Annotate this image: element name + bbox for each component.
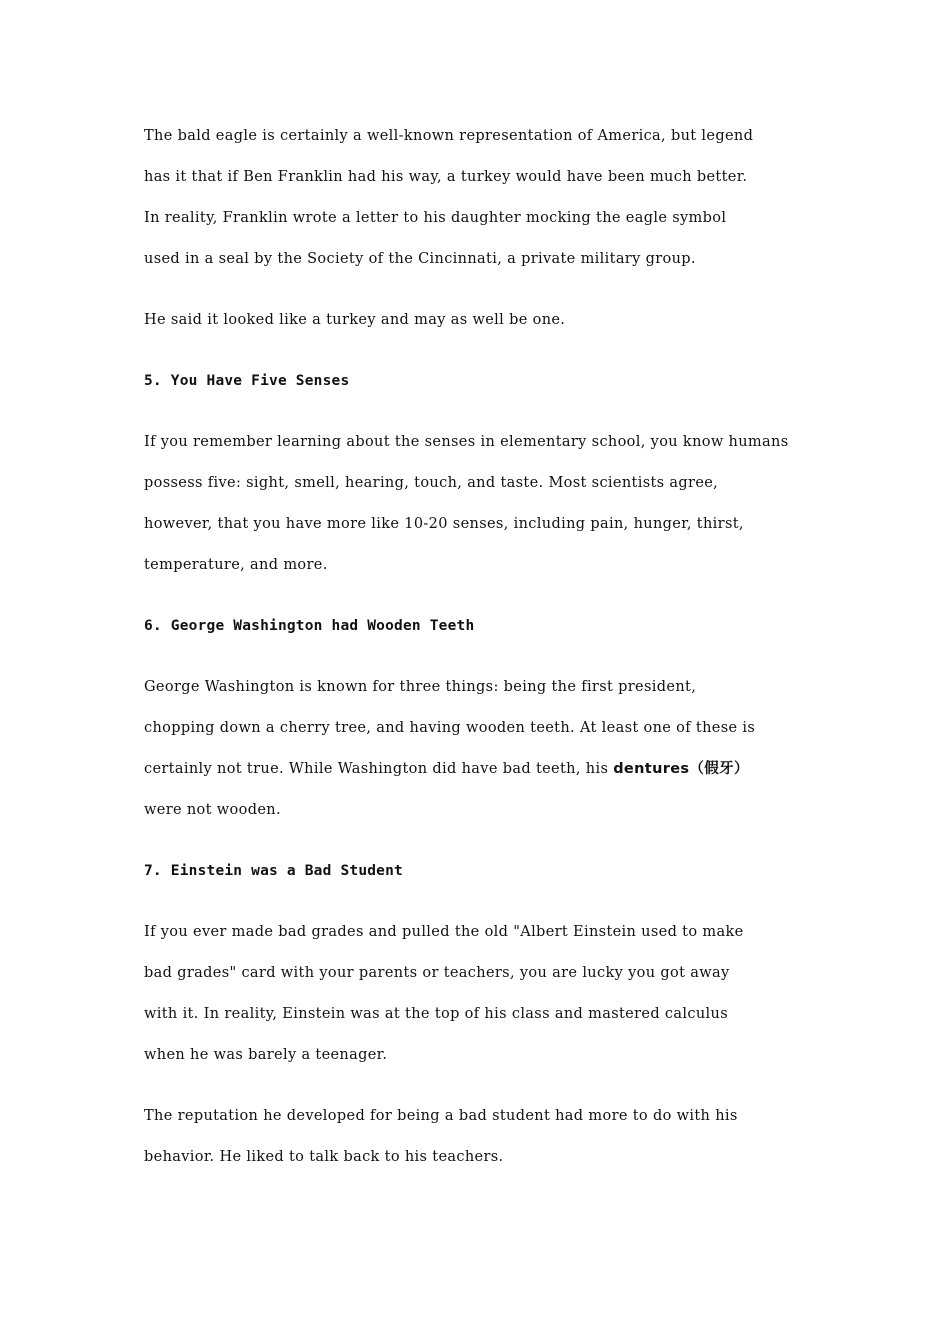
text-fragment: certainly not true. While Washington did have bad teeth, his bbox=[144, 761, 614, 777]
highlighted-term-dentures: dentures（假牙） bbox=[613, 761, 749, 777]
text-line: possess five: sight, smell, hearing, touch, and taste. Most scientists agree, bbox=[144, 475, 719, 491]
paragraph-einstein bbox=[144, 912, 824, 1076]
section-heading-einstein-student: 7. Einstein was a Bad Student bbox=[144, 863, 403, 879]
text-line: were not wooden. bbox=[144, 802, 281, 818]
paragraph-washington bbox=[144, 667, 824, 831]
text-line: however, that you have more like 10-20 senses, including pain, hunger, thirst, bbox=[144, 516, 744, 532]
text-line: has it that if Ben Franklin had his way, a turkey would have been much better. bbox=[144, 169, 748, 185]
text-line: He said it looked like a turkey and may as well be one. bbox=[144, 312, 566, 328]
text-line: chopping down a cherry tree, and having wooden teeth. At least one of these is bbox=[144, 720, 756, 736]
section-heading-five-senses: 5. You Have Five Senses bbox=[144, 373, 350, 389]
text-line: The reputation he developed for being a bad student had more to do with his bbox=[144, 1108, 738, 1124]
text-line: when he was barely a teenager. bbox=[144, 1047, 388, 1063]
paragraph-senses bbox=[144, 422, 824, 586]
text-line: temperature, and more. bbox=[144, 557, 328, 573]
text-line: used in a seal by the Society of the Cincinnati, a private military group. bbox=[144, 251, 696, 267]
text-line: The bald eagle is certainly a well-known representation of America, but legend bbox=[144, 128, 754, 144]
text-line: with it. In reality, Einstein was at the top of his class and mastered calculus bbox=[144, 1006, 728, 1022]
paragraph-franklin-eagle bbox=[144, 116, 824, 280]
text-line: George Washington is known for three things: being the first president, bbox=[144, 679, 697, 695]
text-line: If you ever made bad grades and pulled the old "Albert Einstein used to make bbox=[144, 924, 744, 940]
text-line: In reality, Franklin wrote a letter to his daughter mocking the eagle symbol bbox=[144, 210, 727, 226]
text-line: bad grades" card with your parents or teachers, you are lucky you got away bbox=[144, 965, 730, 981]
paragraph-einstein-reputation bbox=[144, 1096, 824, 1178]
text-line: behavior. He liked to talk back to his teachers. bbox=[144, 1149, 504, 1165]
text-line: If you remember learning about the senses in elementary school, you know humans bbox=[144, 434, 789, 450]
text-line bbox=[144, 749, 824, 790]
paragraph-turkey-quote bbox=[144, 300, 824, 341]
document-body bbox=[144, 116, 824, 1198]
section-heading-washington-teeth: 6. George Washington had Wooden Teeth bbox=[144, 618, 475, 634]
